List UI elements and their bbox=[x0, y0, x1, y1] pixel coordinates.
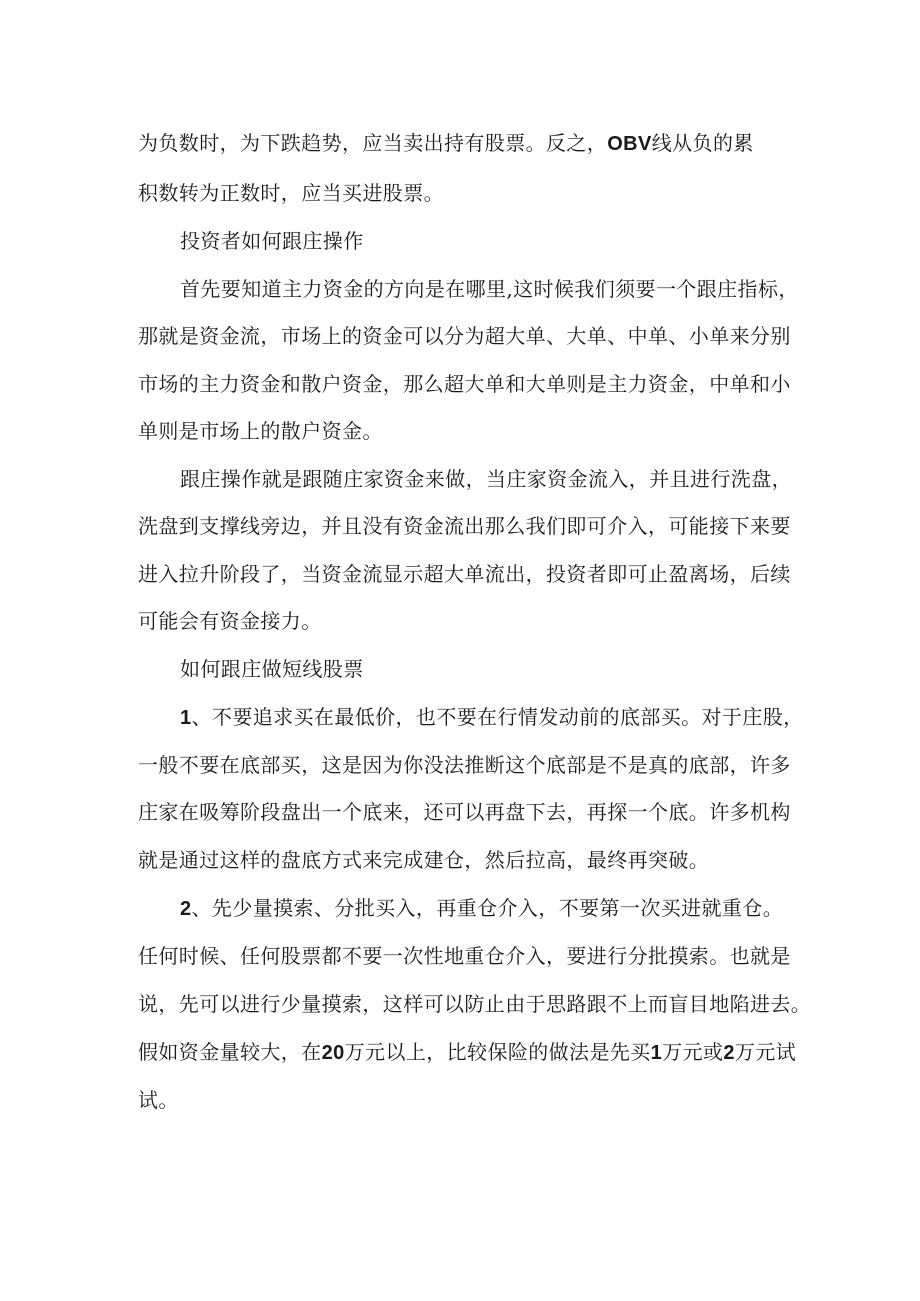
paragraph-line: 就是通过这样的盘底方式来完成建仓，然后拉高，最终再突破。 bbox=[138, 848, 710, 872]
amount-number: 20 bbox=[321, 1042, 345, 1064]
list-item: 2、先少量摸索、分批买入，再重仓介入，不要第一次买进就重仓。 bbox=[180, 896, 784, 920]
paragraph-line: 首先要知道主力资金的方向是在哪里,这时候我们须要一个跟庄指标， bbox=[180, 277, 799, 301]
paragraph-line: 积数转为正数时，应当买进股票。 bbox=[138, 181, 444, 205]
paragraph-line: 市场的主力资金和散户资金，那么超大单和大单则是主力资金，中单和小 bbox=[138, 372, 791, 396]
paragraph-line: 那就是资金流，市场上的资金可以分为超大单、大单、中单、小单来分别 bbox=[138, 324, 791, 348]
paragraph-line: 假如资金量较大，在20万元以上，比较保险的做法是先买1万元或2万元试 bbox=[138, 1040, 797, 1064]
paragraph-line: 单则是市场上的散户资金。 bbox=[138, 419, 383, 443]
amount-number: 1 bbox=[650, 1042, 663, 1064]
paragraph-line: 说，先可以进行少量摸索，这样可以防止由于思路跟不上而盲目地陷进去。 bbox=[138, 992, 812, 1016]
section-heading: 如何跟庄做短线股票 bbox=[180, 657, 364, 681]
paragraph-line: 跟庄操作就是跟随庄家资金来做，当庄家资金流入，并且进行洗盘， bbox=[180, 467, 792, 491]
section-heading: 投资者如何跟庄操作 bbox=[180, 229, 364, 253]
list-number: 2 bbox=[180, 898, 192, 920]
obv-term: OBV bbox=[607, 133, 652, 155]
paragraph-line: 任何时候、任何股票都不要一次性地重仓介入，要进行分批摸索。也就是 bbox=[138, 944, 791, 968]
paragraph-line: 洗盘到支撑线旁边，并且没有资金流出那么我们即可介入，可能接下来要 bbox=[138, 514, 791, 538]
list-item: 1、不要追求买在最低价，也不要在行情发动前的底部买。对于庄股， bbox=[180, 705, 804, 729]
list-number: 1 bbox=[180, 707, 192, 729]
paragraph-line: 一般不要在底部买，这是因为你没法推断这个底部是不是真的底部，许多 bbox=[138, 753, 791, 777]
paragraph-line: 可能会有资金接力。 bbox=[138, 609, 322, 633]
paragraph-line: 为负数时，为下跌趋势，应当卖出持有股票。反之，OBV线从负的累 bbox=[138, 131, 754, 155]
paragraph-line: 进入拉升阶段了，当资金流显示超大单流出，投资者即可止盈离场，后续 bbox=[138, 562, 791, 586]
paragraph-line: 庄家在吸筹阶段盘出一个底来，还可以再盘下去，再探一个底。许多机构 bbox=[138, 800, 791, 824]
paragraph-line: 试。 bbox=[138, 1088, 179, 1112]
amount-number: 2 bbox=[723, 1042, 735, 1064]
